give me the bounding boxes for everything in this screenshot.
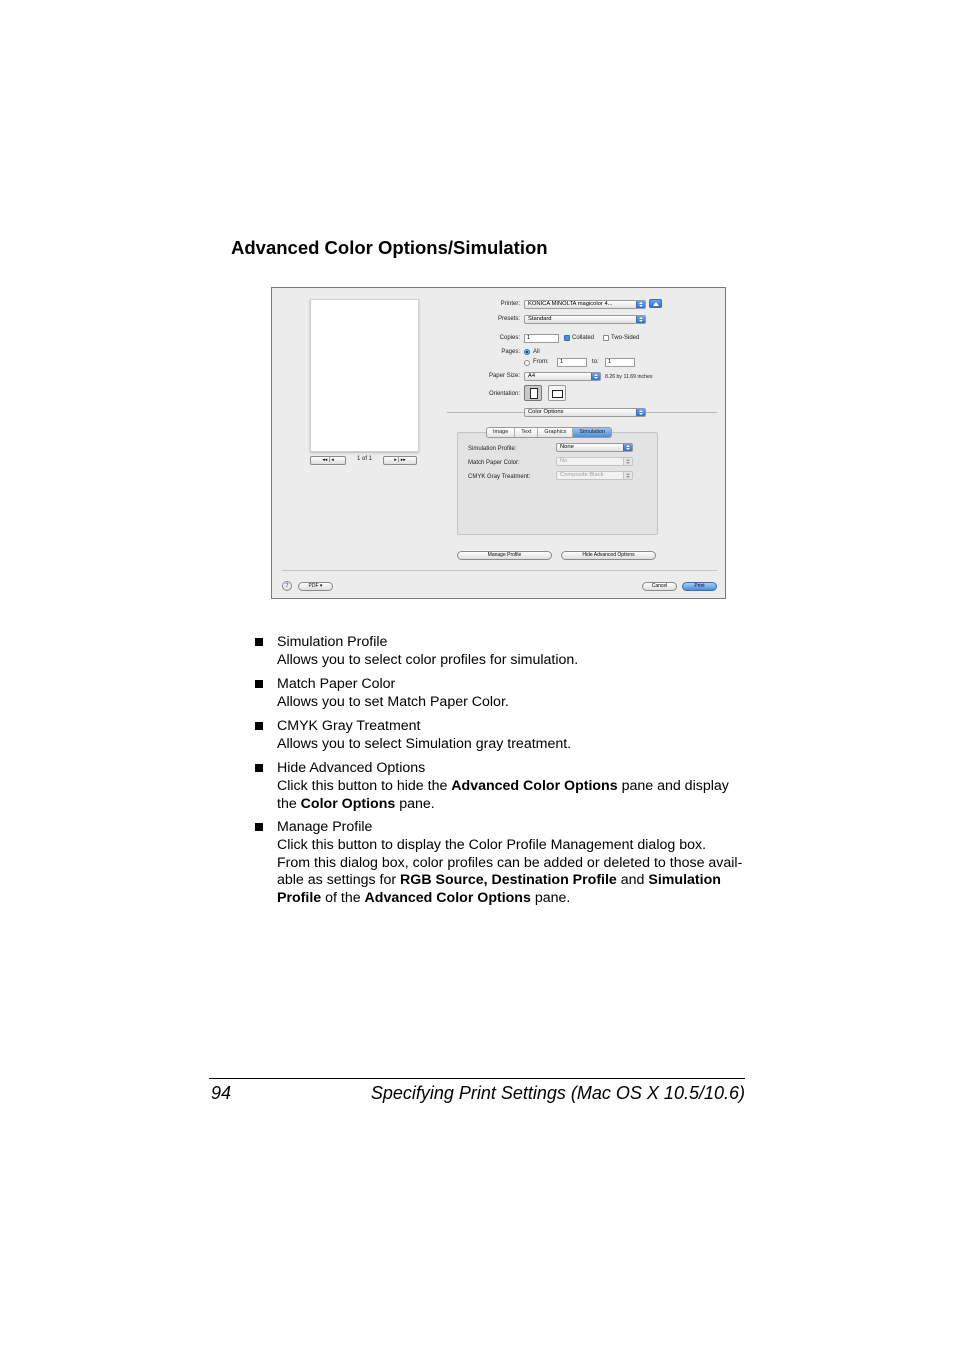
- match-paper-color-label: Match Paper Color:: [468, 460, 520, 466]
- bullet-description-line: From this dialog box, color profiles can be added or deleted to those avail-: [277, 854, 743, 871]
- tab-text[interactable]: Text: [515, 428, 538, 437]
- bold-term: Profile: [277, 890, 322, 907]
- portrait-icon: [530, 388, 538, 399]
- pages-from-field[interactable]: 1: [557, 358, 587, 367]
- help-icon: ?: [285, 583, 289, 589]
- tab-graphics[interactable]: Graphics: [538, 428, 573, 437]
- bullet-description: Allows you to set Match Paper Color.: [277, 693, 509, 710]
- expand-triangle-icon: [653, 302, 659, 306]
- bottom-separator: [282, 570, 717, 571]
- two-sided-checkbox[interactable]: [603, 335, 609, 341]
- pages-from-radio[interactable]: [524, 360, 530, 366]
- popup-arrows-icon: [623, 458, 632, 465]
- simulation-profile-value: None: [560, 444, 574, 450]
- bullet-description-line: the Color Options pane.: [277, 795, 435, 812]
- page-number: 94: [211, 1083, 232, 1103]
- landscape-icon: [552, 390, 563, 398]
- paper-size-value: A4: [528, 373, 536, 379]
- bullet-square-icon: [255, 722, 263, 730]
- pane-value: Color Options: [528, 409, 564, 415]
- pages-to-label: to:: [592, 359, 599, 365]
- pages-from-label: From:: [533, 359, 549, 365]
- presets-label: Presets:: [497, 316, 520, 322]
- popup-arrows-icon: [636, 316, 645, 323]
- printer-label: Printer:: [500, 301, 520, 307]
- paper-size-dimensions: 8.26 by 11.69 inches: [605, 374, 653, 380]
- bullet-description-line: able as settings for RGB Source, Destination Profile and Simulation: [277, 872, 721, 889]
- cmyk-gray-treatment-select[interactable]: [556, 471, 633, 480]
- bullet-square-icon: [255, 680, 263, 688]
- popup-arrows-icon: [636, 409, 645, 416]
- simulation-profile-select[interactable]: [556, 443, 633, 452]
- orientation-landscape-button[interactable]: [548, 385, 566, 401]
- match-paper-color-select[interactable]: [556, 457, 633, 466]
- collated-label: Collated: [572, 335, 595, 341]
- bullet-title: Manage Profile: [277, 819, 373, 835]
- pane-select[interactable]: [524, 408, 646, 417]
- pages-label: Pages:: [501, 349, 520, 355]
- copies-label: Copies:: [499, 335, 520, 341]
- hide-advanced-options-button[interactable]: Hide Advanced Options: [561, 551, 656, 560]
- bullet-title: Simulation Profile: [277, 634, 388, 650]
- presets-select[interactable]: [524, 315, 646, 324]
- page-counter: 1 of 1: [357, 456, 373, 462]
- simulation-profile-label: Simulation Profile:: [468, 446, 517, 452]
- printer-value: KONICA MINOLTA magicolor 4...: [528, 301, 613, 307]
- orientation-label: Orientation:: [488, 391, 520, 397]
- collated-checkbox[interactable]: [564, 335, 570, 341]
- pdf-button[interactable]: PDF ▾: [298, 582, 333, 591]
- bullet-title: Match Paper Color: [277, 676, 396, 692]
- help-button[interactable]: [282, 581, 292, 591]
- bullet-square-icon: [255, 764, 263, 772]
- bold-term: Color Options: [300, 795, 396, 812]
- bullet-description-line: Click this button to display the Color Profile Management dialog box.: [277, 836, 707, 853]
- bold-term: Advanced Color Options: [451, 777, 618, 794]
- footer-title: Specifying Print Settings (Mac OS X 10.5/10.6): [370, 1083, 745, 1103]
- printer-select[interactable]: [524, 300, 646, 309]
- bold-term: Advanced Color Options: [364, 890, 531, 907]
- pages-to-field[interactable]: 1: [605, 358, 635, 367]
- two-sided-label: Two-Sided: [611, 335, 640, 341]
- tab-simulation[interactable]: Simulation: [573, 428, 611, 437]
- popup-arrows-icon: [623, 444, 632, 451]
- section-heading: Advanced Color Options/Simulation: [231, 237, 548, 258]
- presets-value: Standard: [528, 316, 552, 322]
- manage-profile-button[interactable]: Manage Profile: [457, 551, 552, 560]
- pages-all-label: All: [533, 349, 540, 355]
- bullet-square-icon: [255, 823, 263, 831]
- cmyk-gray-treatment-value: Composite Black: [560, 472, 604, 478]
- print-dialog-screenshot: [271, 287, 726, 599]
- bullet-description: Allows you to select color profiles for simulation.: [277, 651, 579, 668]
- bullet-description-line: Profile of the Advanced Color Options pane.: [277, 890, 571, 907]
- popup-arrows-icon: [623, 472, 632, 479]
- cancel-button[interactable]: Cancel: [642, 582, 677, 591]
- copies-field[interactable]: 1: [524, 334, 559, 343]
- print-button[interactable]: Print: [682, 582, 717, 591]
- next-last-page-buttons[interactable]: ▸ | ▸▸: [383, 456, 417, 465]
- bullet-title: Hide Advanced Options: [277, 760, 426, 776]
- bullet-title: CMYK Gray Treatment: [277, 718, 421, 734]
- tab-image[interactable]: Image: [487, 428, 515, 437]
- popup-arrows-icon: [591, 373, 600, 380]
- match-paper-color-value: No: [560, 458, 568, 464]
- bullet-description-line: Click this button to hide the Advanced Color Options pane and display: [277, 777, 729, 794]
- popup-arrows-icon: [636, 301, 645, 308]
- bullet-description: Allows you to select Simulation gray treatment.: [277, 735, 572, 752]
- paper-size-select[interactable]: [524, 372, 601, 381]
- bullet-square-icon: [255, 638, 263, 646]
- footer-rule: [209, 1078, 745, 1079]
- bold-term: RGB Source, Destination Profile: [400, 872, 617, 889]
- page-preview: [310, 299, 419, 452]
- pages-all-radio[interactable]: [524, 349, 530, 355]
- first-prev-page-buttons[interactable]: ◂◂ | ◂: [310, 456, 346, 465]
- expand-dialog-button[interactable]: [649, 299, 662, 308]
- cmyk-gray-treatment-label: CMYK Gray Treatment:: [468, 474, 531, 480]
- tab-bar: [486, 427, 612, 438]
- bold-term: Simulation: [648, 872, 721, 889]
- orientation-portrait-button[interactable]: [524, 385, 542, 401]
- paper-size-label: Paper Size:: [488, 373, 520, 379]
